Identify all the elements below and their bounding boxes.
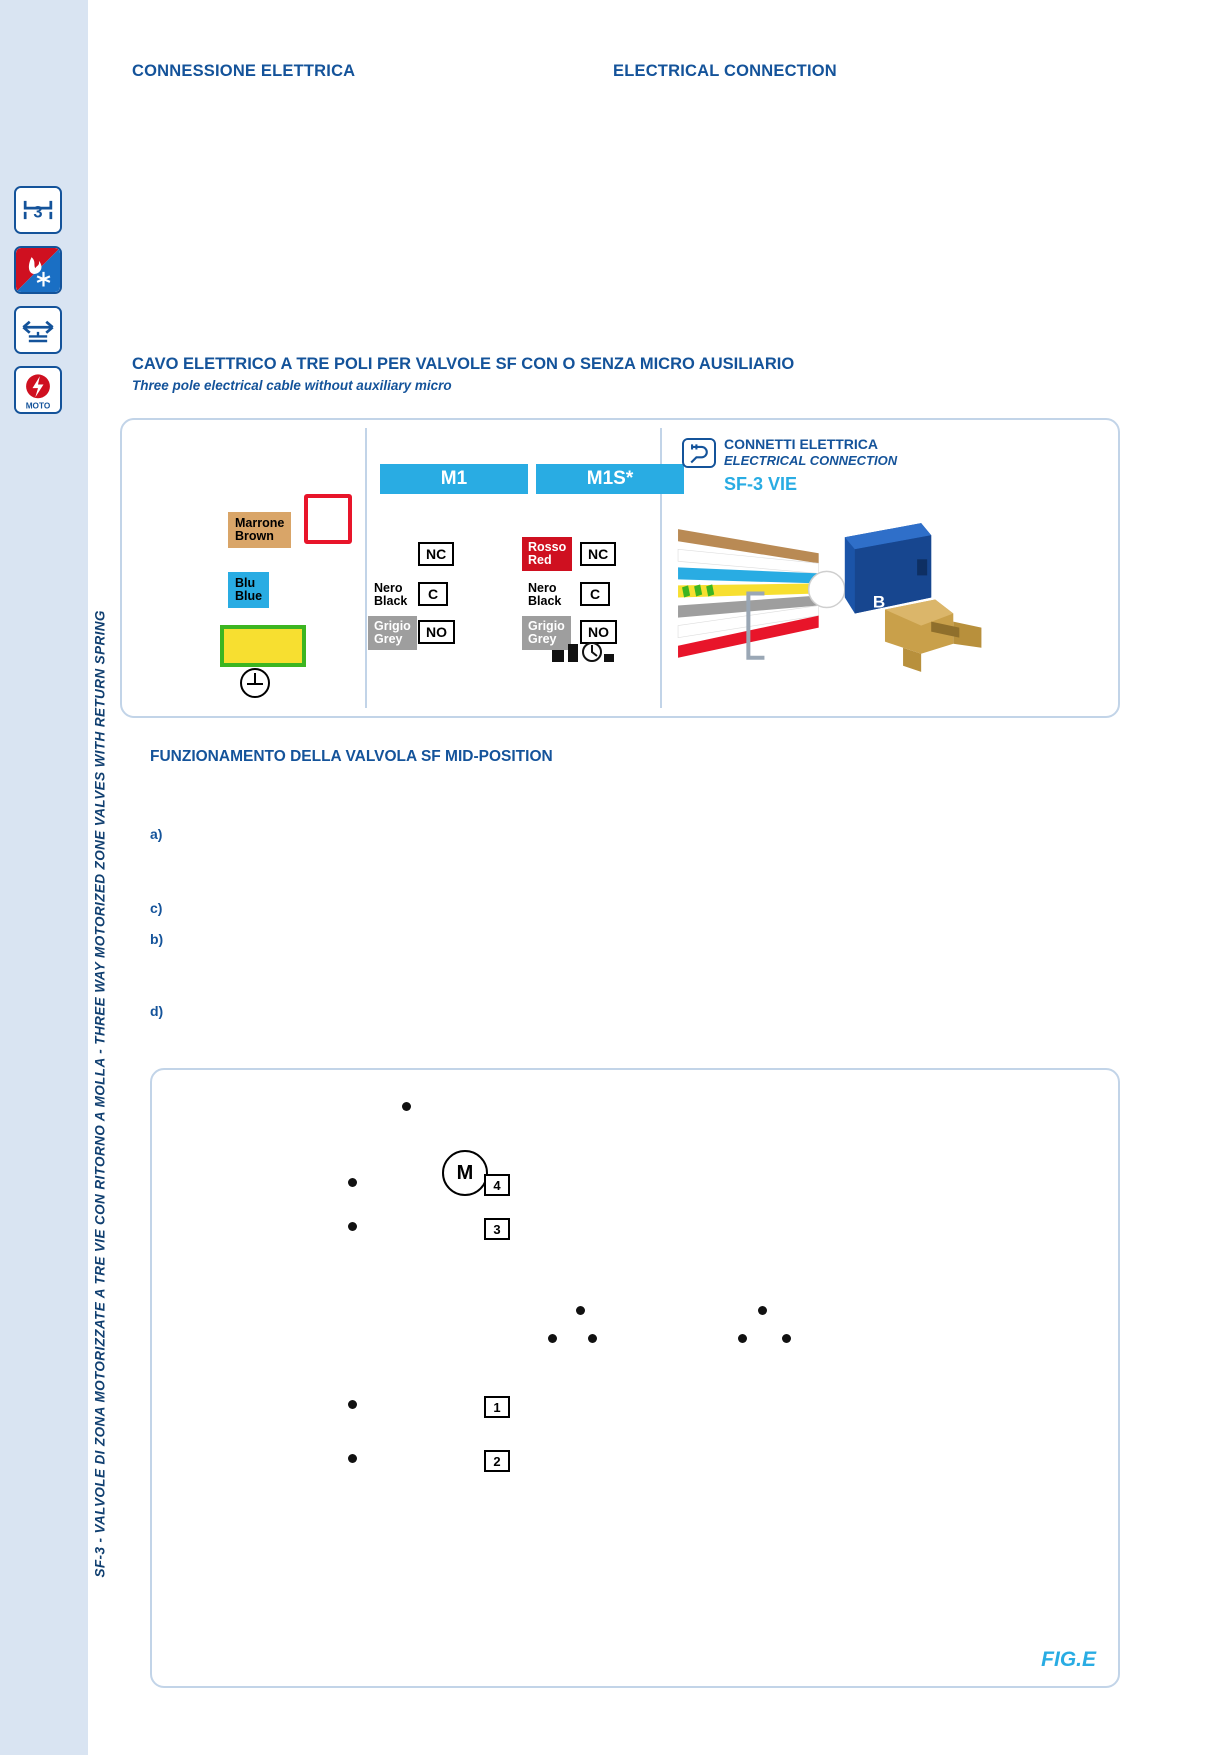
function-section-title: FUNZIONAMENTO DELLA VALVOLA SF MID-POSITION xyxy=(150,748,553,765)
heating-cooling-icon-glyph xyxy=(16,248,60,292)
figure-label: FIG.E xyxy=(1041,1648,1096,1671)
three-pole-icon xyxy=(14,186,62,234)
page-title-it: CONNESSIONE ELETTRICA xyxy=(132,62,356,80)
connection-dot xyxy=(348,1178,357,1187)
red-connector-outline xyxy=(304,494,352,544)
figure-e-box xyxy=(150,1068,1120,1688)
wire-label-blue-it: Blu xyxy=(235,576,256,590)
three-pole-icon-glyph xyxy=(16,188,60,232)
side-vertical-label: SF-3 - VALVOLE DI ZONA MOTORIZZATE A TRE VIE CON RITORNO A MOLLA - THREE WAY MOTORIZED ZONE VALVES WITH RETURN SPRING xyxy=(92,610,108,1578)
page-content xyxy=(88,0,1214,1755)
valve-cell-title-en: ELECTRICAL CONNECTION xyxy=(724,453,898,468)
terminal-number-2: 2 xyxy=(484,1450,510,1472)
wire-label-m1s-grey-en: Grey xyxy=(528,632,557,647)
connection-dot xyxy=(758,1306,767,1315)
connection-dot xyxy=(548,1334,557,1343)
column-header-m1s: M1S* xyxy=(536,464,684,494)
wire-label-m1-black-it: Nero xyxy=(374,581,403,595)
three-way-valve-with-actuator-image xyxy=(668,494,1110,708)
terminal-number-3: 3 xyxy=(484,1218,510,1240)
function-bullet-c: c) xyxy=(150,900,163,916)
function-bullet-a: a) xyxy=(150,826,163,842)
figure-e-diagram xyxy=(152,1070,1118,1686)
motor-icon-glyph xyxy=(16,368,60,412)
connection-dot xyxy=(348,1454,357,1463)
bidirectional-arrows-icon-glyph xyxy=(16,308,60,352)
wire-label-m1s-red xyxy=(522,537,572,571)
wire-label-m1-grey-en: Grey xyxy=(374,632,403,647)
terminal-m1-no: NO xyxy=(418,620,455,644)
terminal-m1s-no: NO xyxy=(580,620,617,644)
wire-label-blue-en: Blue xyxy=(235,589,263,604)
connection-dot xyxy=(348,1222,357,1231)
function-bullet-d: d) xyxy=(150,1003,164,1019)
bidirectional-arrows-icon xyxy=(14,306,62,354)
wire-label-m1-black xyxy=(368,578,413,612)
valve-cell-model: SF-3 VIE xyxy=(724,474,798,494)
micro-switch-icon xyxy=(552,634,616,664)
left-side-band xyxy=(0,0,108,1755)
earth-ground-icon xyxy=(240,668,270,698)
column-header-m1: M1 xyxy=(380,464,528,494)
section-title-it: CAVO ELETTRICO A TRE POLI PER VALVOLE SF CON O SENZA MICRO AUSILIARIO xyxy=(132,355,795,373)
function-bullet-b: b) xyxy=(150,931,164,947)
connection-dot xyxy=(348,1400,357,1409)
wire-label-m1-black-en: Black xyxy=(374,594,408,609)
terminal-m1-nc: NC xyxy=(418,542,454,566)
svg-text:MOTO: MOTO xyxy=(25,401,51,411)
page-title-en: ELECTRICAL CONNECTION xyxy=(613,62,837,80)
section-title-en: Three pole electrical cable without auxiliary micro xyxy=(132,378,452,393)
plug-icon xyxy=(682,438,716,468)
connection-dot xyxy=(576,1306,585,1315)
terminal-m1-c: C xyxy=(418,582,448,606)
wire-label-m1s-red-en: Red xyxy=(528,553,552,568)
svg-text:B: B xyxy=(872,592,886,612)
terminal-m1s-c: C xyxy=(580,582,610,606)
valve-cell-title-it: CONNETTI ELETTRICA xyxy=(724,436,878,452)
terminal-m1s-nc: NC xyxy=(580,542,616,566)
connection-dot xyxy=(588,1334,597,1343)
yellow-green-earth-wire xyxy=(220,625,306,667)
heating-cooling-icon xyxy=(14,246,62,294)
connection-dot xyxy=(738,1334,747,1343)
motor-icon xyxy=(14,366,62,414)
wire-label-m1s-black xyxy=(522,578,567,612)
wire-label-m1-grey-it: Grigio xyxy=(374,619,411,633)
wire-label-m1-grey xyxy=(368,616,417,650)
wire-label-brown-it: Marrone xyxy=(235,516,285,530)
terminal-number-4: 4 xyxy=(484,1174,510,1196)
wire-label-m1s-black-en: Black xyxy=(528,594,562,609)
valve-connection-cell xyxy=(668,428,1110,708)
wire-label-m1s-red-it: Rosso xyxy=(528,540,567,554)
wiring-panel xyxy=(120,418,1120,718)
panel-divider-1 xyxy=(365,428,367,708)
wire-label-brown-en: Brown xyxy=(235,529,274,544)
connection-dot xyxy=(782,1334,791,1343)
motor-symbol: M xyxy=(442,1150,488,1196)
terminal-number-1: 1 xyxy=(484,1396,510,1418)
connection-dot xyxy=(402,1102,411,1111)
wire-label-blue xyxy=(228,572,269,608)
svg-text:3: 3 xyxy=(33,203,43,222)
wire-label-m1s-grey-it: Grigio xyxy=(528,619,565,633)
wire-label-brown xyxy=(228,512,291,548)
wire-label-m1s-black-it: Nero xyxy=(528,581,557,595)
